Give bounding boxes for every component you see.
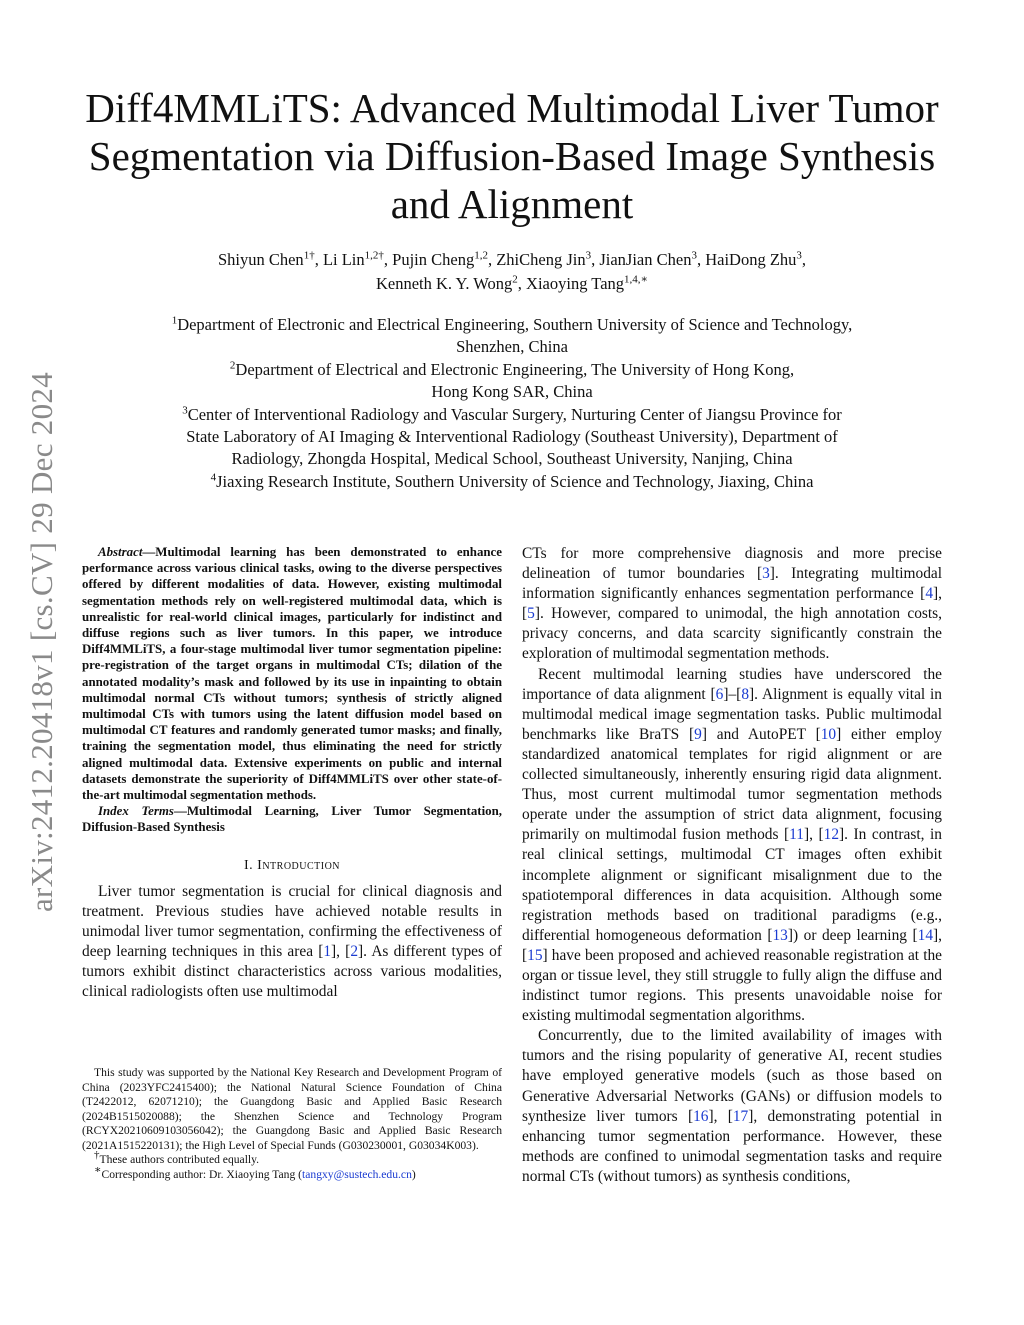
citation-link[interactable]: 5 [527,605,535,623]
paper-title [80,84,944,228]
affiliation-line: Radiology, Zhongda Hospital, Medical School, Southeast University, Nanjing, China [231,449,793,469]
body-text: Concurrently, due to the limited availability of images with tumors and the rising popularity of generative AI, recent studies have employed generative models (such as those based on Generative Adversarial Networks (GANs) or diffusion models to synthesize liver tumors [ [522,1027,942,1125]
affiliation-line: Hong Kong SAR, China [431,382,593,402]
citation-link[interactable]: 17 [732,1107,749,1125]
footnote-mark: † [94,1149,100,1162]
section-title-initial: I [257,857,263,873]
footnotes [82,1066,502,1182]
left-column [82,544,502,1002]
author-line [100,248,924,272]
body-text: ]. In contrast, in real clinical settings, multimodal CT images often exhibit incomplete alignment or significant misalignment due to the spatiotemporal differences in data acquisition. Although some registration methods based on traditional paradigms (e.g., differential homogeneous deformation [ [522,826,942,944]
abstract-text: —Multimodal learning has been demonstrated to enhance performance across various clinical tasks, owing to the diverse perspectives offered by different modalities of data. However, existing multimodal segmentation methods rely on well-registered multimodal data, which is unrealistic for real-world clinical images, particularly for indistinct and diffuse regions such as liver tumors. In this paper, we introduce Diff4MMLiTS, a four-stage multimodal liver tumor segmentation pipeline: pre-registration of the target organs in multimodal CTs; dilation of the annotated modality’s mask and followed by its use in inpainting to obtain multimodal normal CTs without tumors; synthesis of strictly aligned multimodal CTs with tumors using the latent diffusion model based on multimodal CT features and randomly generated tumor masks; and finally, training the segmentation model, thus eliminating the need for strictly aligned multimodal data. Extensive experiments on public and internal datasets demonstrate the superiority of Diff4MMLiTS over other state-of-the-art multimodal segmentation methods. [82,545,502,803]
citation-link[interactable]: 15 [527,946,543,964]
citation-link[interactable]: 6 [715,685,724,703]
affiliation-line [110,314,914,336]
affiliation-sup: 2 [229,359,236,372]
citation-link[interactable]: 16 [693,1107,709,1125]
body-text: ]. As different types of tumors exhibit distinct characteristics across various modalities, clinical radiologists often use multimodal [82,942,502,1001]
body-text: ]–[ [723,685,742,703]
citation-link[interactable]: 4 [925,585,934,603]
citation-link[interactable]: 13 [772,926,788,944]
affiliation-line: State Laboratory of AI Imaging & Interventional Radiology (Southeast University), Department of [186,427,838,447]
body-text: ] have been proposed and achieved reasonable registration at the organ or tissue level, they still struggle to fully align the diffuse and indistinct tumor regions. This presents unavoidable noise for existing multimodal segmentation algorithms. [522,946,942,1025]
body-text: ] either employ standardized anatomical templates for rigid alignment or are collected simultaneously, inherently ensuring rigid data alignment. Thus, most current multimodal tumor segmentation methods operate under the assumption of strict data alignment, focusing primarily on multimodal fusion methods [ [522,725,943,844]
body-text: CTs for more comprehensive diagnosis and more precise delineation of tumor boundaries [ [522,545,942,583]
author-name: Shiyun Chen [217,250,304,269]
body-text: ]. However, compared to unimodal, the high annotation costs, privacy concerns, and data scarcity significantly constrain the exploration of multimodal segmentation methods. [522,605,942,663]
body-text: ] and AutoPET [ [701,725,821,743]
corresponding-author-footnote [82,1163,502,1183]
index-terms-label: Index Terms [98,804,174,819]
footnote-text: ) [411,1167,416,1181]
author-name: , JianJian Chen [591,250,692,269]
citation-link[interactable]: 2 [350,942,359,960]
author-sup: 3 [691,249,697,262]
arxiv-identifier: arXiv:2412.20418v1 [cs.CV] 29 Dec 2024 [24,371,59,913]
affiliation-list [110,314,914,493]
author-line [100,272,924,296]
citation-link[interactable]: 10 [820,725,837,743]
citation-link[interactable]: 8 [741,685,750,703]
citation-link[interactable]: 11 [789,826,804,844]
author-name: , Li Lin [314,250,365,269]
body-text: ], [ [803,826,824,844]
email-link[interactable]: tangxy@sustech.edu.cn [302,1167,412,1181]
body-paragraph [82,882,502,1003]
citation-link[interactable]: 3 [762,565,770,583]
abstract-label: Abstract [98,545,143,559]
index-terms [82,803,502,835]
title-line: Segmentation via Diffusion-Based Image Synthesis [88,133,936,179]
section-title-rest: ntroduction [262,857,341,873]
body-paragraph [522,665,942,1027]
section-heading-introduction [82,858,502,874]
affiliation-sup: 3 [182,404,188,417]
citation-link[interactable]: 9 [694,725,702,743]
body-text: Recent multimodal learning studies have underscored the importance of data alignment [ [522,665,942,703]
index-terms-text: —Multimodal Learning, Liver Tumor Segmentation, Diffusion-Based Synthesis [82,804,502,835]
body-paragraph [522,1026,942,1187]
footnote-mark: ∗ [94,1163,102,1176]
author-sup: 2 [512,273,518,286]
affiliation-text: Department of Electronic and Electrical Engineering, Southern University of Science and Technology, [177,315,853,334]
equal-contribution-footnote [82,1149,502,1168]
affiliation-line [110,359,914,381]
title-line: Diff4MMLiTS: Advanced Multimodal Liver Tumor [85,85,939,131]
affiliation-line [110,471,914,493]
right-column [522,544,942,1187]
section-number: I. [243,857,258,873]
body-text: ]) or deep learning [ [787,926,918,944]
author-name: , HaiDong Zhu [696,250,797,269]
author-sup: 1,2† [364,249,384,262]
author-sup: 1,2 [474,249,488,262]
affiliation-text: Jiaxing Research Institute, Southern University of Science and Technology, Jiaxing, China [216,471,814,491]
body-text: ], demonstrating potential in enhancing tumor segmentation performance. However, these methods are confined to unimodal segmentation tasks and require normal CTs (without tumors) as synthesis conditions, [522,1107,942,1185]
citation-link[interactable]: 1 [323,942,332,960]
author-sup: 3 [585,249,592,262]
author-sup: 1† [303,249,315,262]
affiliation-sup: 4 [210,471,217,484]
author-name: Kenneth K. Y. Wong [375,274,513,293]
author-list [100,248,924,296]
footnote-text: Corresponding author: Dr. Xiaoying Tang ( [101,1167,303,1181]
footnote-text: These authors contributed equally. [99,1153,260,1166]
affiliation-line: Shenzhen, China [456,337,568,357]
abstract [82,544,502,803]
body-text: ], [ [708,1107,733,1125]
author-name: , ZhiCheng Jin [487,250,586,269]
title-line: and Alignment [390,181,634,227]
funding-footnote: This study was supported by the National Key Research and Development Program of China (2023YFC2415400); the National Natural Science Foundation of China (T2422012, 62071210); the Guangdong Basic and Applied Basic Research (2024B1515020088); the Shenzhen Science and Technology Program (RCYX20210609103056042); the Guangdong Basic and Applied Basic Research (2021A1515220131); the High Level of Special Funds (G030230001, G03034K003). [82,1066,502,1152]
body-text: ], [ [331,942,351,960]
affiliation-line [110,404,914,426]
body-text: ]. Integrating multimodal information significantly enhances segmentation performance [ [522,565,942,603]
author-sup: 1,4,∗ [624,273,649,286]
author-punct: , [801,250,807,269]
affiliation-sup: 1 [171,314,178,327]
arxiv-sidebar [16,0,74,1325]
body-text: ], [ [522,926,942,964]
author-name: , Xiaoying Tang [517,274,625,293]
author-name: , Pujin Cheng [383,250,475,269]
citation-link[interactable]: 14 [917,926,934,944]
body-text: ], [ [522,585,942,623]
author-sup: 3 [796,249,802,262]
affiliation-text: Department of Electrical and Electronic Engineering, The University of Hong Kong, [235,359,795,379]
affiliation-text: Center of Interventional Radiology and Vascular Surgery, Nurturing Center of Jiangsu Province for [187,404,842,424]
body-text: ]. Alignment is equally vital in multimodal medical image segmentation tasks. Public multimodal benchmarks like BraTS [ [522,685,942,743]
body-paragraph [522,544,942,665]
citation-link[interactable]: 12 [823,826,840,844]
body-text: Liver tumor segmentation is crucial for clinical diagnosis and treatment. Previous studies have achieved notable results in unimodal liver tumor segmentation, confirming the effectiveness of deep learning techniques in this area [ [82,882,502,960]
